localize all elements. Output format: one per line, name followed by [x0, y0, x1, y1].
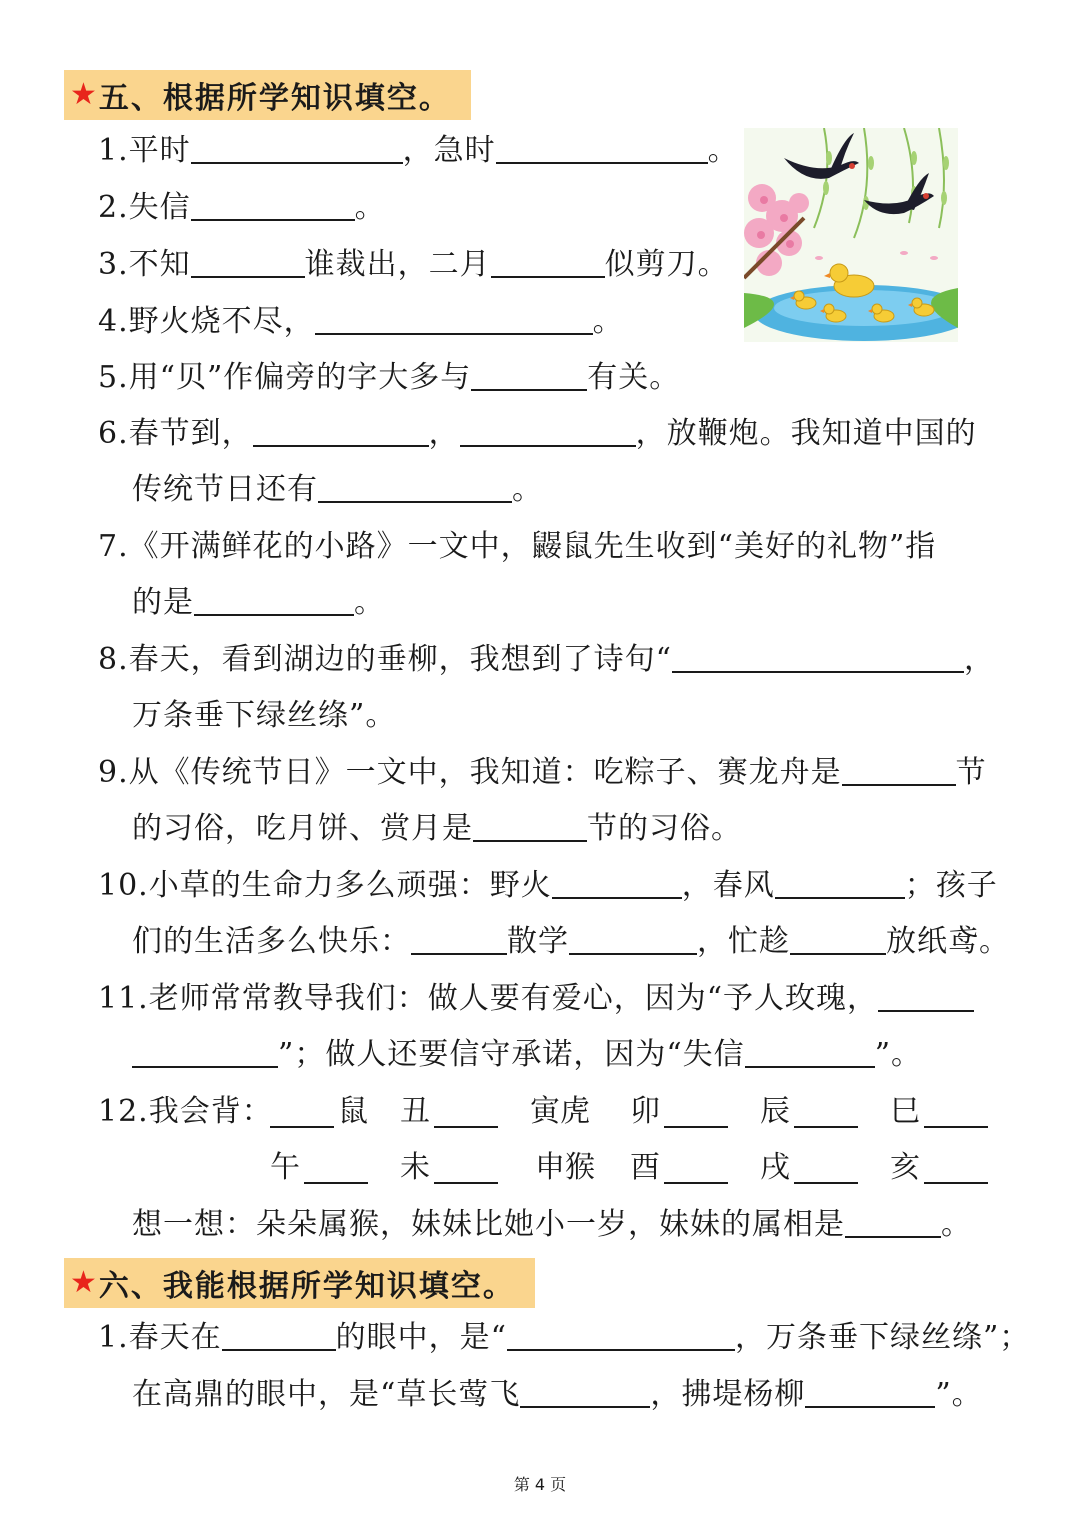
spring-illustration: [744, 128, 958, 342]
answer-blank[interactable]: [664, 1092, 728, 1128]
answer-blank[interactable]: [790, 925, 886, 955]
text: 节的习俗。: [587, 811, 742, 846]
answer-blank[interactable]: [132, 1038, 278, 1068]
zodiac-text: 巳: [890, 1094, 920, 1129]
text: 12.我会背：: [98, 1094, 273, 1129]
answer-blank[interactable]: [496, 134, 708, 164]
text: 万条垂下绿丝绦”。: [132, 698, 397, 733]
answer-blank[interactable]: [842, 756, 956, 786]
zodiac-text: 卯: [630, 1094, 660, 1129]
question-5-7: [98, 527, 936, 567]
text: ，: [963, 642, 995, 677]
answer-blank[interactable]: [315, 305, 593, 335]
answer-blank[interactable]: [878, 982, 974, 1012]
swallows-ducks-icon: [744, 128, 958, 342]
answer-blank[interactable]: [845, 1208, 941, 1238]
text: ，放鞭炮。我知道中国的: [635, 416, 977, 451]
question-5-1: [98, 131, 739, 171]
page-number: 第 4 页: [513, 1475, 567, 1494]
answer-blank[interactable]: [318, 473, 512, 503]
text: 2.失信: [98, 190, 191, 225]
text: 。: [354, 190, 386, 225]
text: ”。: [935, 1377, 983, 1412]
question-5-6: [98, 414, 977, 454]
question-5-10-cont: [132, 922, 1010, 962]
answer-blank[interactable]: [924, 1092, 988, 1128]
text: 5.用“贝”作偏旁的字大多与: [98, 360, 472, 395]
text: 似剪刀。: [604, 247, 729, 282]
text: 。: [512, 472, 543, 507]
text: 的眼中，是“: [335, 1320, 507, 1355]
question-6-1: [98, 1318, 1030, 1358]
text: 10.小草的生命力多么顽强：野火: [98, 868, 552, 903]
text: ，急时: [402, 133, 496, 168]
zodiac-text: 亥: [890, 1150, 920, 1185]
answer-blank[interactable]: [304, 1148, 368, 1184]
answer-blank[interactable]: [191, 191, 355, 221]
text: 。: [592, 304, 624, 339]
answer-blank[interactable]: [520, 1378, 650, 1408]
answer-blank[interactable]: [191, 248, 305, 278]
answer-blank[interactable]: [672, 643, 964, 673]
text: ；孩子: [904, 868, 998, 903]
answer-blank[interactable]: [745, 1038, 875, 1068]
text: 。: [941, 1207, 972, 1242]
answer-blank[interactable]: [253, 417, 429, 447]
text: 谁裁出，二月: [304, 247, 491, 282]
text: 的习俗，吃月饼、赏月是: [132, 811, 473, 846]
text: 散学: [507, 924, 569, 959]
answer-blank[interactable]: [460, 417, 636, 447]
text: 11.老师常常教导我们：做人要有爱心，因为“予人玫瑰，: [98, 981, 879, 1016]
answer-blank[interactable]: [411, 925, 507, 955]
question-5-11: [98, 979, 974, 1019]
zodiac-text: 酉: [630, 1150, 660, 1185]
question-5-6-cont: [132, 470, 543, 510]
answer-blank[interactable]: [270, 1092, 334, 1128]
answer-blank[interactable]: [434, 1148, 498, 1184]
text: 们的生活多么快乐：: [132, 924, 411, 959]
question-5-9-cont: [132, 809, 742, 849]
star-icon: ★: [70, 1265, 97, 1300]
text: 想一想：朵朵属猴，妹妹比她小一岁，妹妹的属相是: [132, 1207, 845, 1242]
text: 6.春节到，: [98, 416, 253, 451]
text: 1.春天在: [98, 1320, 222, 1355]
zodiac-text: 鼠: [338, 1094, 368, 1129]
text: 。: [354, 585, 385, 620]
section-5-header: [64, 70, 471, 120]
text: ，拂堤杨柳: [650, 1377, 806, 1412]
text: 1.平时: [98, 133, 191, 168]
zodiac-text: 戌: [760, 1150, 790, 1185]
answer-blank[interactable]: [491, 248, 605, 278]
section-6-header: [64, 1258, 535, 1308]
question-5-2: [98, 188, 386, 228]
text: 3.不知: [98, 247, 191, 282]
answer-blank[interactable]: [191, 134, 403, 164]
zodiac-text: 寅虎: [530, 1094, 590, 1129]
text: ，万条垂下绿丝绦”；: [734, 1320, 1031, 1355]
question-5-4: [98, 302, 624, 342]
text: ”；做人还要信守承诺，因为“失信: [278, 1037, 745, 1072]
zodiac-text: 午: [270, 1150, 300, 1185]
question-5-8-cont: [132, 696, 396, 736]
question-6-1-cont: [132, 1375, 983, 1415]
question-5-10: [98, 866, 998, 906]
answer-blank[interactable]: [805, 1378, 935, 1408]
text: 的是: [132, 585, 194, 620]
answer-blank[interactable]: [794, 1092, 858, 1128]
text: 。: [707, 133, 739, 168]
answer-blank[interactable]: [471, 361, 587, 391]
answer-blank[interactable]: [775, 869, 905, 899]
answer-blank[interactable]: [222, 1321, 336, 1351]
question-5-5: [98, 358, 680, 398]
text: 有关。: [587, 360, 681, 395]
answer-blank[interactable]: [194, 586, 354, 616]
text: ，忙趁: [697, 924, 790, 959]
answer-blank[interactable]: [473, 812, 587, 842]
answer-blank[interactable]: [794, 1148, 858, 1184]
text: ”。: [874, 1037, 923, 1072]
zodiac-text: 未: [400, 1150, 430, 1185]
question-5-9: [98, 753, 987, 793]
text: 4.野火烧不尽，: [98, 304, 315, 339]
text: 传统节日还有: [132, 472, 318, 507]
text: 9.从《传统节日》一文中，我知道：吃粽子、赛龙舟是: [98, 755, 842, 790]
text: ，: [428, 416, 460, 451]
question-5-11-cont: [132, 1035, 922, 1075]
section-5-title: 五、根据所学知识填空。: [98, 81, 451, 116]
question-5-12-think: [132, 1205, 972, 1245]
text: ，春风: [681, 868, 775, 903]
question-5-3: [98, 245, 729, 285]
star-icon: ★: [70, 77, 97, 112]
answer-blank[interactable]: [552, 869, 682, 899]
answer-blank[interactable]: [569, 925, 697, 955]
answer-blank[interactable]: [507, 1321, 735, 1351]
zodiac-text: 申猴: [535, 1150, 595, 1185]
answer-blank[interactable]: [434, 1092, 498, 1128]
text: 在高鼎的眼中，是“草长莺飞: [132, 1377, 521, 1412]
answer-blank[interactable]: [664, 1148, 728, 1184]
text: 放纸鸢。: [886, 924, 1010, 959]
section-6-title: 六、我能根据所学知识填空。: [98, 1269, 515, 1304]
text: 7.《开满鲜花的小路》一文中，鼹鼠先生收到“美好的礼物”指: [98, 529, 937, 564]
question-5-12-label: [98, 1092, 273, 1132]
answer-blank[interactable]: [924, 1148, 988, 1184]
text: 节: [955, 755, 987, 790]
question-5-8: [98, 640, 995, 680]
text: 8.春天，看到湖边的垂柳，我想到了诗句“: [98, 642, 672, 677]
zodiac-text: 辰: [760, 1094, 790, 1129]
zodiac-text: 丑: [400, 1094, 430, 1129]
question-5-7-cont: [132, 583, 385, 623]
